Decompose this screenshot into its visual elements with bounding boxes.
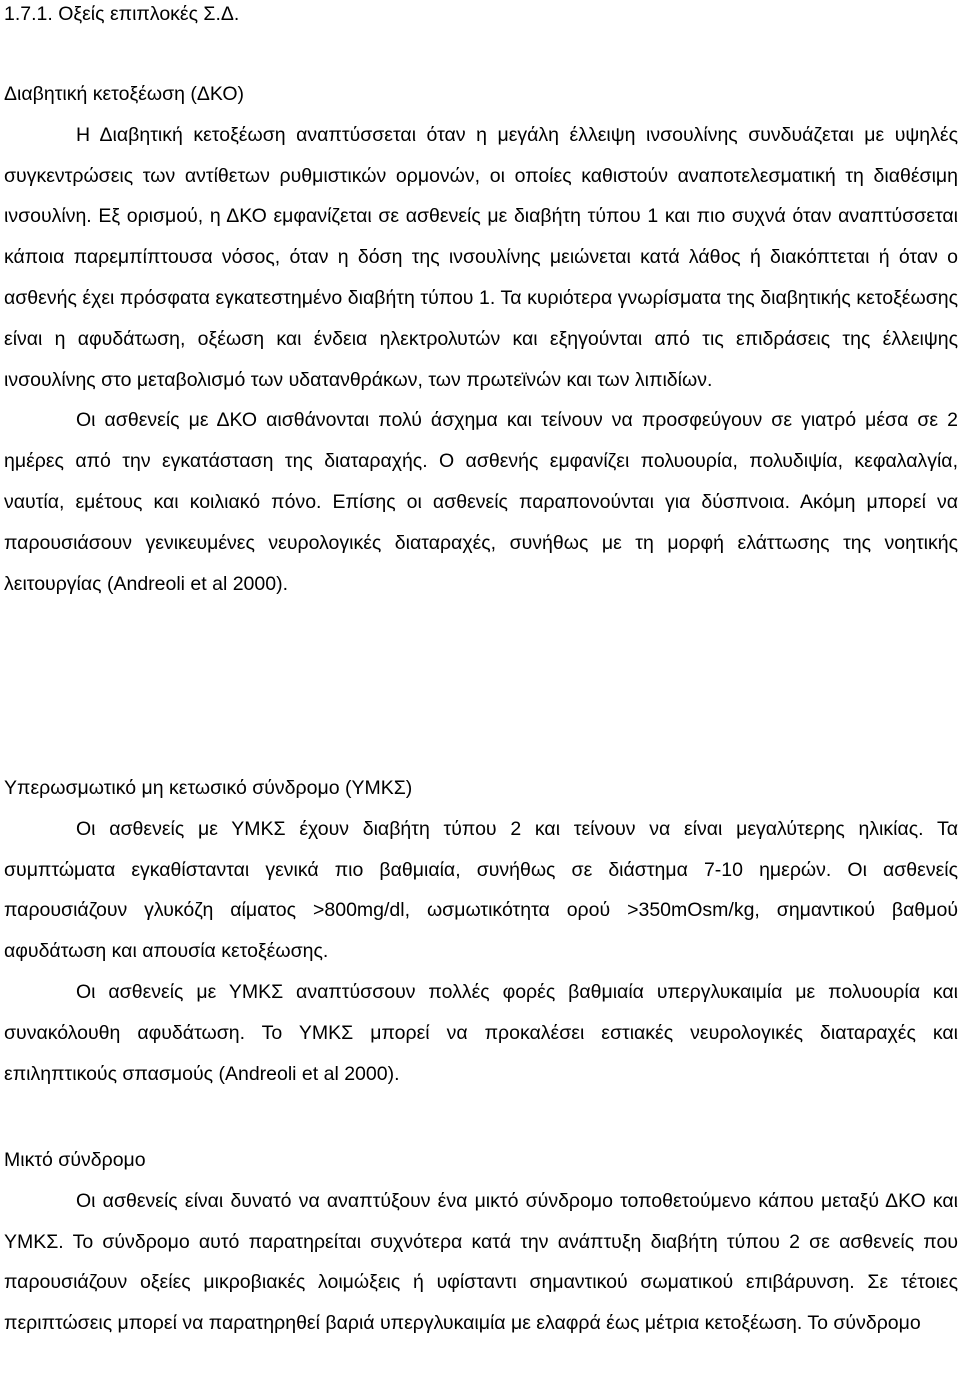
paragraph: Η Διαβητική κετοξέωση αναπτύσσεται όταν η μεγάλη έλλειψη ινσουλίνης συνδυάζεται με υψηλές συγκεντρώσεις των αντίθετων ρυθμιστικών ορμονών, οι οποίες καθιστούν αναποτελεσματική τη διαθέσιμη ινσουλίνη. Εξ ορισμού, η ΔΚΟ εμφανίζεται σε ασθενείς με διαβήτη τύπου 1 και πιο συχνά όταν αναπτύσσεται κάποια παρεμπίπτουσα νόσος, όταν η δόση της ινσουλίνης μειώνεται κατά λάθος ή διακόπτεται ή όταν ο ασθενής έχει πρόσφατα εγκατεστημένο διαβήτη τύπου 1. Τα κυριότερα γνωρίσματα της διαβητικής κετοξέωσης είναι η αφυδάτωση, οξέωση και ένδεια ηλεκτρολυτών και εξηγούνται από τις επιδράσεις της έλλειψης ινσουλίνης στο μεταβολισμό των υδατανθράκων, των πρωτεϊνών και των λιπιδίων. — [4, 123, 958, 391]
section-heading: Υπερωσμωτικό μη κετωσικό σύνδρομο (ΥΜΚΣ) — [4, 777, 413, 799]
paragraph: Οι ασθενείς με ΔΚΟ αισθάνονται πολύ άσχημα και τείνουν να προσφεύγουν σε γιατρό μέσα σε 2 ημέρες από την εγκατάσταση της διαταραχής. Ο ασθενής εμφανίζει πολυουρία, πολυδιψία, κεφαλαλγία, ναυτία, εμέτους και κοιλιακό πόνο. Επίσης οι ασθενείς παραπονούνται για δύσπνοια. Ακόμη μπορεί να παρουσιάσουν γενικευμένες νευρολογικές διαταραχές, συνήθως με τη μορφή ελάττωσης της νοητικής λειτουργίας (Andreoli et al 2000). — [4, 409, 958, 595]
section-dka — [4, 74, 958, 604]
section-heading: Μικτό σύνδρομο — [4, 1149, 146, 1171]
paragraph: Οι ασθενείς με ΥΜΚΣ αναπτύσσουν πολλές φορές βαθμιαία υπεργλυκαιμία με πολυουρία και συνακόλουθη αφυδάτωση. Το ΥΜΚΣ μπορεί να προκαλέσει εστιακές νευρολογικές διαταραχές και επιληπτικούς σπασμούς (Andreoli et al 2000). — [4, 980, 958, 1085]
section-title: 1.7.1. Οξείς επιπλοκές Σ.Δ. — [4, 3, 240, 25]
section-heading: Διαβητική κετοξέωση (ΔΚΟ) — [4, 83, 244, 105]
section-hhs — [4, 768, 958, 1094]
section-mixed — [4, 1140, 958, 1344]
paragraph: Οι ασθενείς είναι δυνατό να αναπτύξουν ένα μικτό σύνδρομο τοποθετούμενο κάπου μεταξύ ΔΚΟ και ΥΜΚΣ. Το σύνδρομο αυτό παρατηρείται συχνότερα κατά την ανάπτυξη διαβήτη τύπου 2 σε ασθενείς που παρουσιάζουν οξείες μικροβιακές λοιμώξεις ή υφίσταντι σημαντικού σωματικού επιβάρυνση. Σε τέτοιες περιπτώσεις μπορεί να παρατηρηθεί βαριά υπεργλυκαιμία με ελαφρά έως μέτρια κετοξέωση. Το σύνδρομο — [4, 1189, 958, 1335]
paragraph: Οι ασθενείς με ΥΜΚΣ έχουν διαβήτη τύπου 2 και τείνουν να είναι μεγαλύτερης ηλικίας. Τα συμπτώματα εγκαθίστανται γενικά πιο βαθμιαία, συνήθως σε διάστημα 7-10 ημερών. Οι ασθενείς παρουσιάζουν γλυκόζη αίματος >800mg/dl, ωσμωτικότητα ορού >350mOsm/kg, σημαντικού βαθμού αφυδάτωση και απουσία κετοξέωσης. — [4, 817, 958, 963]
